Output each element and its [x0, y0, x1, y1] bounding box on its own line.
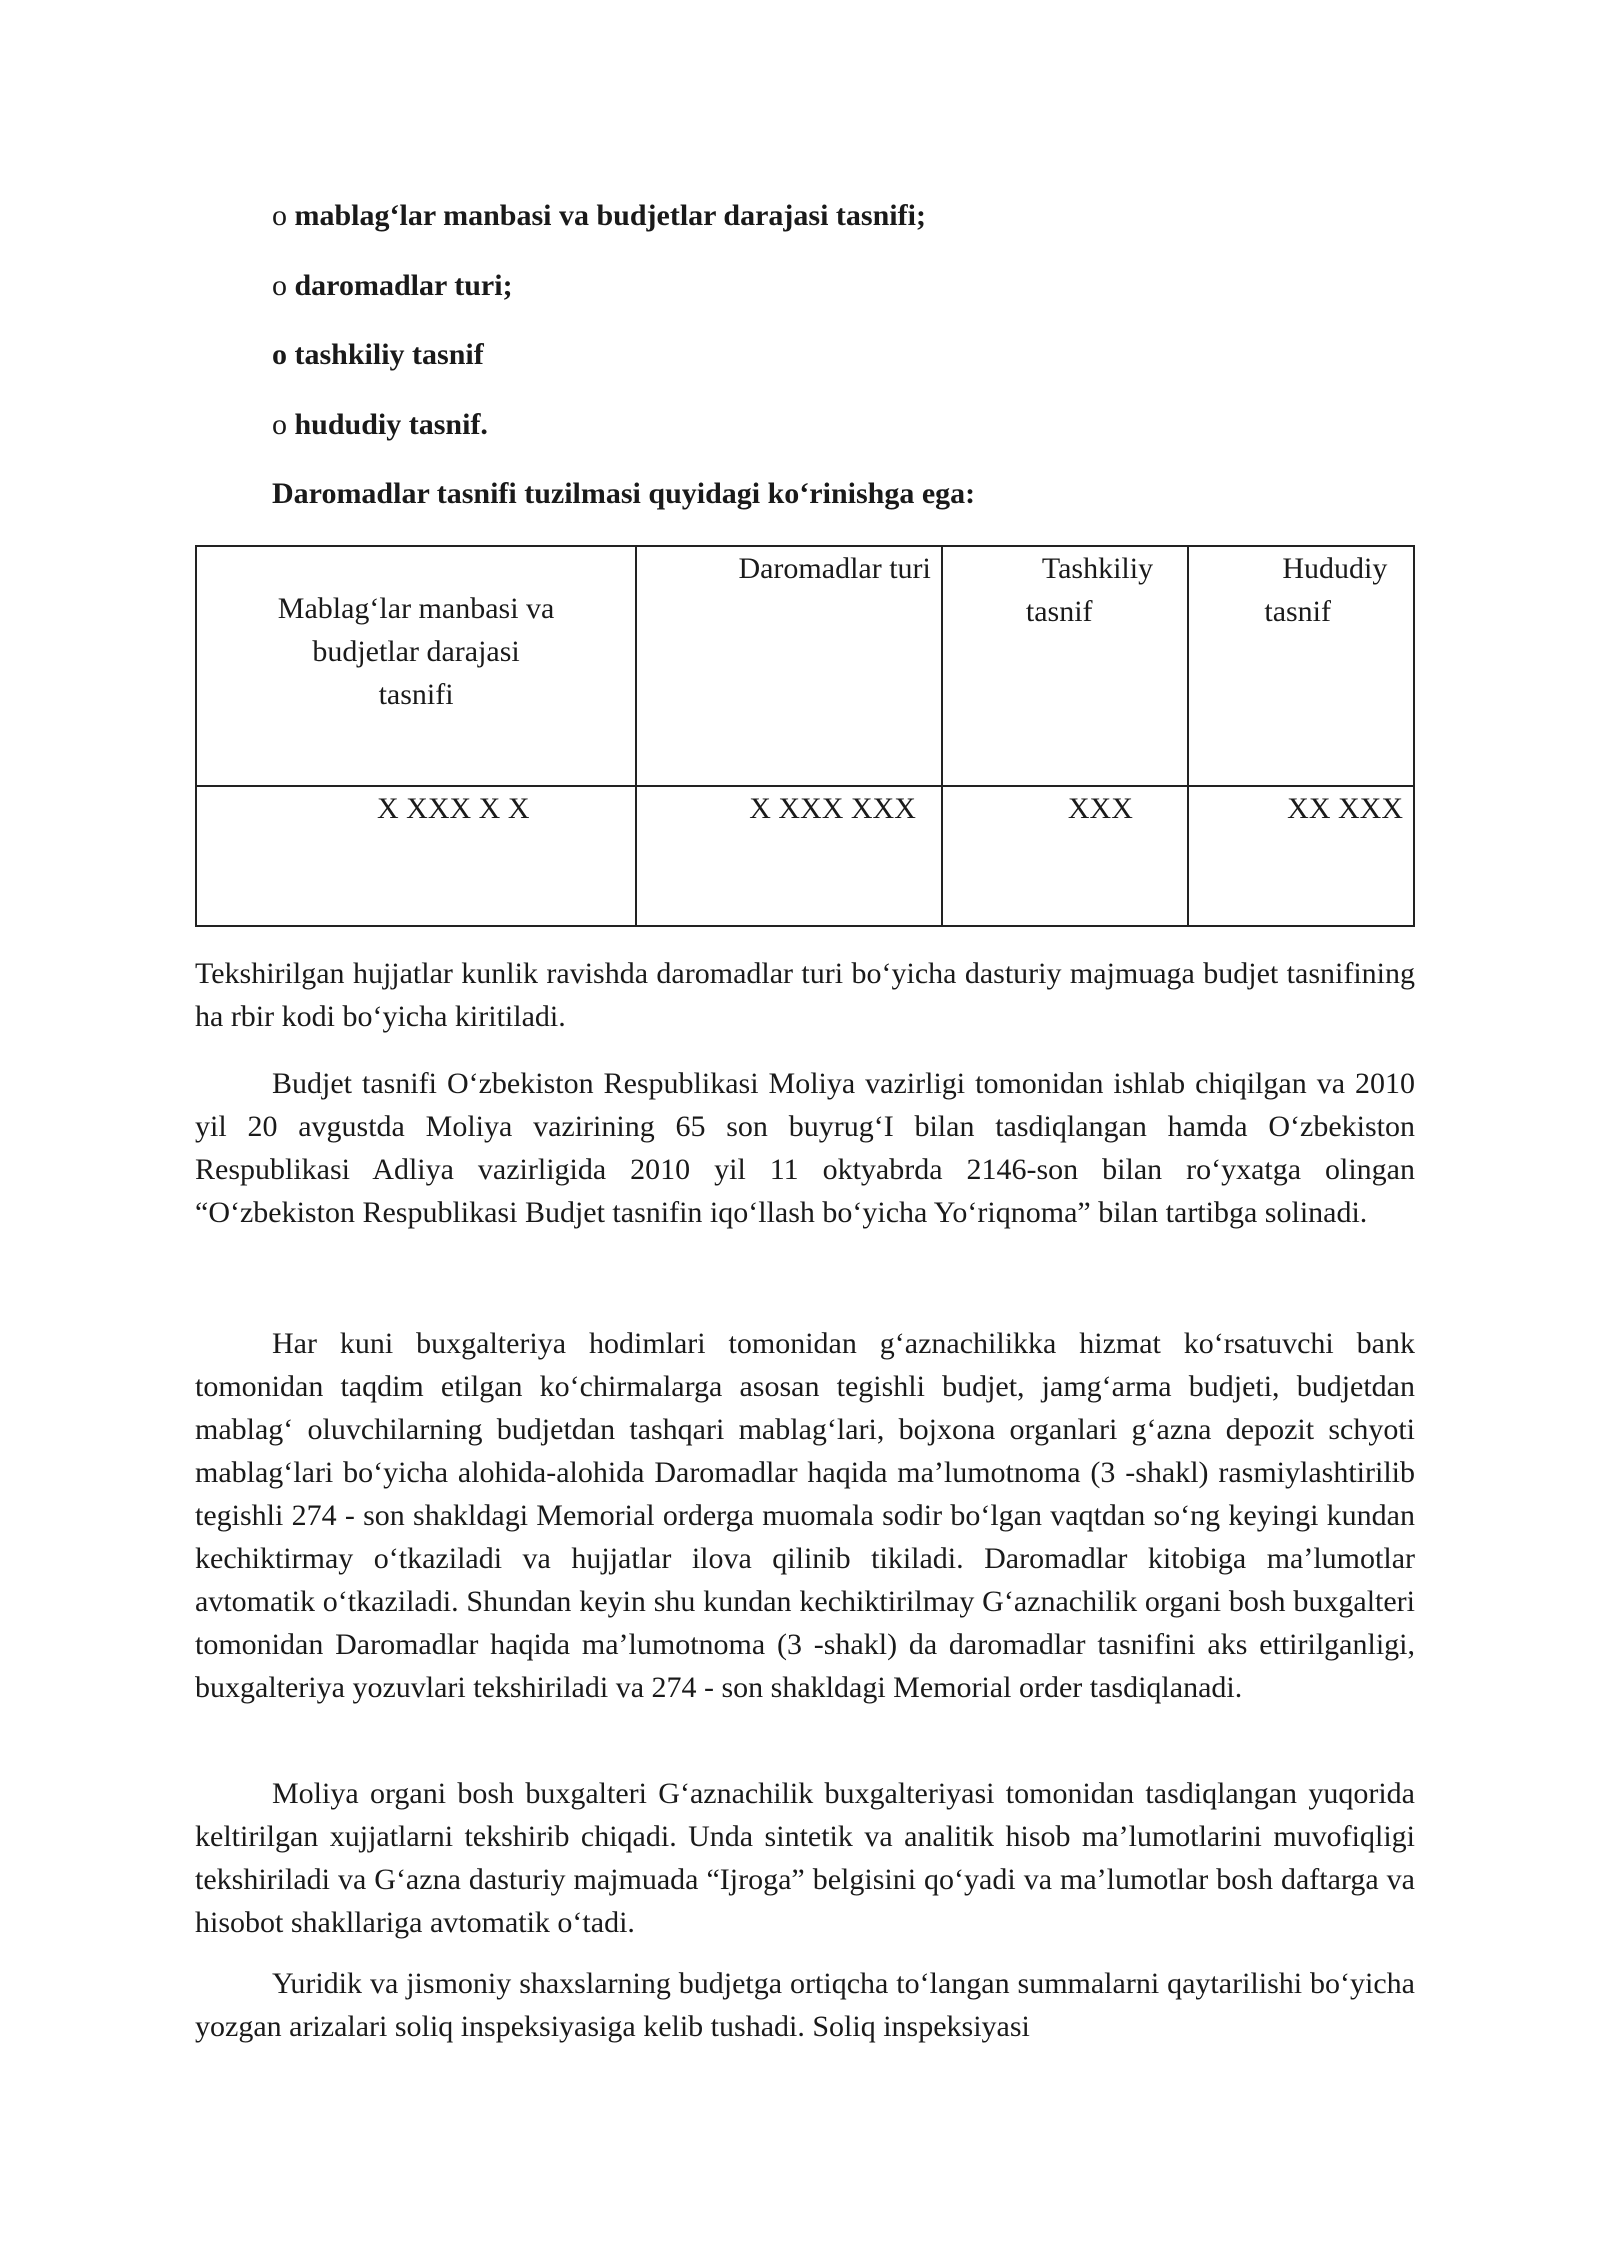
header-line: tasnifi	[378, 678, 454, 711]
table-header-cell	[1188, 546, 1414, 786]
header-line: Hududiy	[1282, 552, 1388, 585]
bullet-text: mablag‘lar manbasi va budjetlar darajasi tasnifi;	[294, 199, 926, 232]
cell-value: XX XXX	[1287, 792, 1403, 825]
table-cell	[1188, 786, 1414, 926]
header-line: budjetlar darajasi	[312, 635, 520, 668]
table-cell	[196, 786, 636, 926]
bullet-item-territorial	[272, 405, 488, 445]
table-header-cell	[636, 546, 942, 786]
cell-value: X XXX X X	[377, 792, 530, 825]
section-heading: Daromadlar tasnifi tuzilmasi quyidagi ko‘rinishga ega:	[272, 477, 976, 510]
paragraph: Yuridik va jismoniy shaxslarning budjetga ortiqcha to‘langan summalarni qaytarilishi bo‘yicha yozgan arizalari soliq inspeksiyasiga kelib tushadi. Soliq inspeksiyasi	[195, 1967, 1415, 2043]
bullet-text: tashkiliy tasnif	[294, 338, 484, 371]
table-row	[196, 786, 1414, 926]
paragraph: Har kuni buxgalteriya hodimlari tomonidan g‘aznachilikka hizmat ko‘rsatuvchi bank tomonidan taqdim etilgan ko‘chirmalarga asosan tegishli budjet, jamg‘arma budjeti, budjetdan mablag‘ oluvchilarning budjetdan tashqari mablag‘lari, bojxona organlari g‘azna depozit schyoti mablag‘lari bo‘yicha alohida-alohida Daromadlar haqida ma’lumotnoma (3 -shakl) rasmiylashtirilib tegishli 274 - son shakldagi Memorial orderga muomala sodir bo‘lgan vaqtdan so‘ng keyingi kundan kechiktirmay o‘tkaziladi va hujjatlar ilova qilinib tikiladi. Daromadlar kitobiga ma’lumotlar avtomatik o‘tkaziladi. Shundan keyin shu kundan kechiktirilmay G‘aznachilik organi bosh buxgalteri tomonidan Daromadlar haqida ma’lumotnoma (3 -shakl) da daromadlar tasnifini aks ettirilganligi, buxgalteriya yozuvlari tekshiriladi va 274 - son shakldagi Memorial order tasdiqlanadi.	[195, 1327, 1415, 1704]
bullet-marker: o	[272, 199, 295, 232]
header-line: tasnif	[1264, 595, 1332, 628]
paragraph: Tekshirilgan hujjatlar kunlik ravishda daromadlar turi bo‘yicha dasturiy majmuaga budjet tasnifining ha rbir kodi bo‘yicha kiritiladi.	[195, 957, 1415, 1033]
paragraph: Moliya organi bosh buxgalteri G‘aznachilik buxgalteriyasi tomonidan tasdiqlangan yuqorida keltirilgan xujjatlarni tekshirib chiqadi. Unda sintetik va analitik hisob ma’lumotlarini muvofiqligi tekshiriladi va G‘azna dasturiy majmuada “Ijroga” belgisini qo‘yadi va ma’lumotlar bosh daftarga va hisobot shakllariga avtomatik o‘tadi.	[195, 1777, 1415, 1939]
bullet-text: hududiy tasnif.	[294, 408, 488, 441]
table-header-cell	[942, 546, 1188, 786]
cell-value: X XXX XXX	[749, 792, 916, 825]
bullet-marker: o	[272, 408, 295, 441]
table-header-row	[196, 546, 1414, 786]
paragraph: Budjet tasnifi O‘zbekiston Respublikasi Moliya vazirligi tomonidan ishlab chiqilgan va 2010 yil 20 avgustda Moliya vazirining 65 son buyrug‘I bilan tasdiqlangan hamda O‘zbekiston Respublikasi Adliya vazirligida 2010 yil 11 oktyabrda 2146-son bilan ro‘yxatga olingan “O‘zbekiston Respublikasi Budjet tasnifin iqo‘llash bo‘yicha Yo‘riqnoma” bilan tartibga solinadi.	[195, 1067, 1415, 1229]
table-cell	[636, 786, 942, 926]
classification-table	[195, 545, 1415, 927]
table-cell	[942, 786, 1188, 926]
bullet-text: daromadlar turi;	[294, 269, 513, 302]
header-line: Tashkiliy	[1041, 552, 1154, 585]
bullet-item-revenue-type	[272, 266, 513, 306]
bullet-item-organizational	[272, 335, 484, 375]
cell-value: XXX	[1067, 792, 1133, 825]
header-line: Mablag‘lar manbasi va	[277, 592, 555, 625]
bullet-marker: o	[272, 269, 295, 302]
table-header-cell	[196, 546, 636, 786]
header-line: Daromadlar turi	[738, 552, 931, 585]
bullet-item-funding-source	[272, 196, 926, 236]
bullet-marker: o	[272, 338, 295, 371]
header-line: tasnif	[1025, 595, 1093, 628]
